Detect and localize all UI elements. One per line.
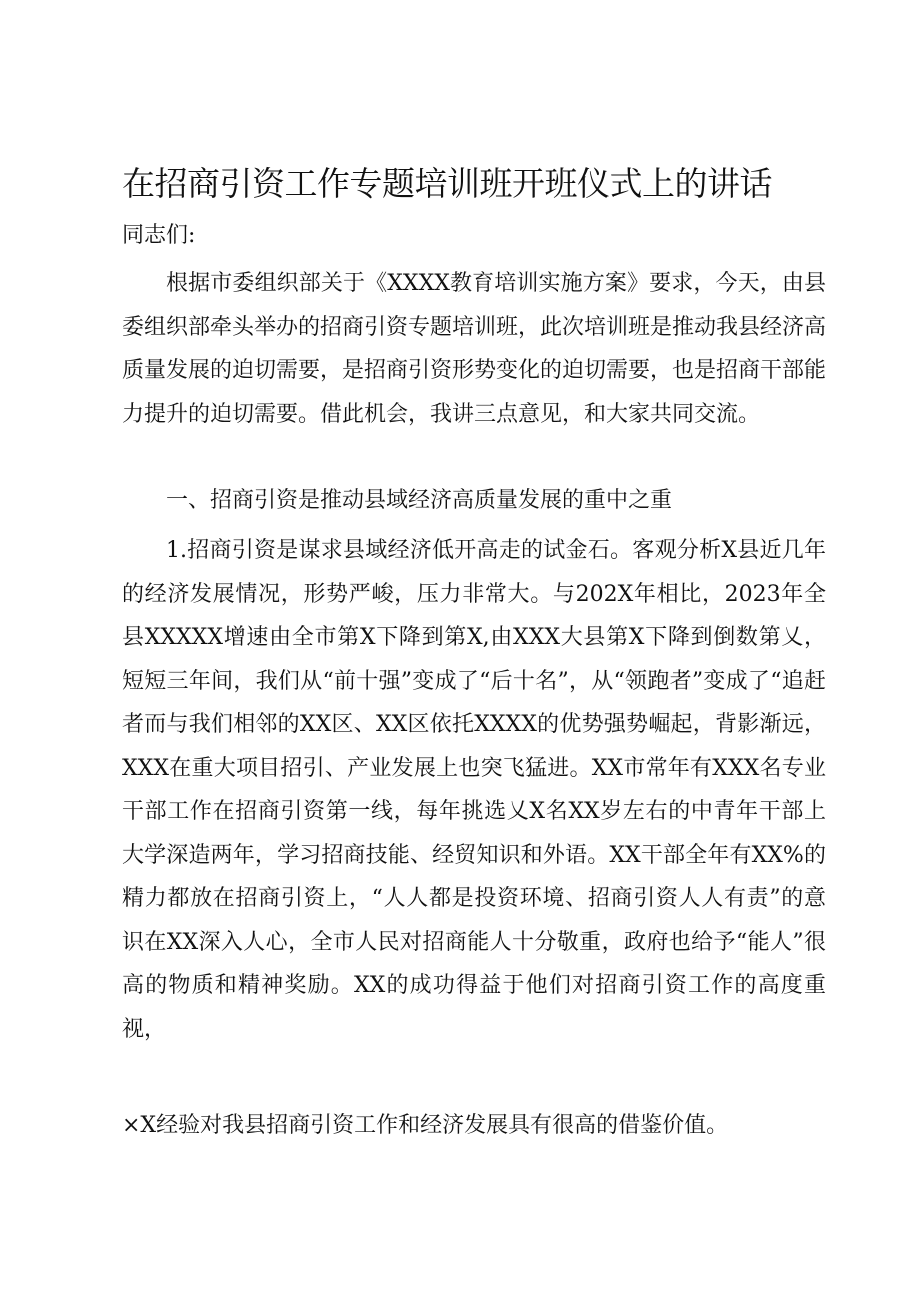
section-heading: 一、招商引资是推动县域经济高质量发展的重中之重 xyxy=(166,488,673,513)
document-title: 在招商引资工作专题培训班开班仪式上的讲话 xyxy=(122,164,772,203)
paragraph-section-1: 1.招商引资是谋求县域经济低开高走的试金石。客观分析X县近几年的经济发展情况，形势严峻，压力非常大。与202X年相比，2023年全县XXXXX增速由全市第X下降到第X,由XXX大县第X下降到倒数第乂，短短三年间，我们从“前十强”变成了“后十名”，从“领跑者”变成了“追赶者而与我们相邻的XX区、XX区依托XXXX的优势强势崛起，背影渐远，XXX在重大项目招引、产业发展上也突飞猛进。XX市常年有XXX名专业干部工作在招商引资第一线，每年挑选乂X名XX岁左右的中青年干部上大学深造两年，学习招商技能、经贸知识和外语。XX干部全年有XX%的精力都放在招商引资上，“人人都是投资环境、招商引资人人有责”的意识在XX深入人心，全市人民对招商能人十分敬重，政府也给予“能人”很高的物质和精神奖励。XX的成功得益于他们对招商引资工作的高度重视， xyxy=(122,538,826,1042)
closing-line: ×X经验对我县招商引资工作和经济发展具有很高的借鉴价值。 xyxy=(122,1113,729,1138)
salutation: 同志们: xyxy=(122,223,196,248)
paragraph-intro: 根据市委组织部关于《XXXX教育培训实施方案》要求，今天，由县委组织部牵头举办的招商引资专题培训班，此次培训班是推动我县经济高质量发展的迫切需要，是招商引资形势变化的迫切需要，也是招商干部能力提升的迫切需要。借此机会，我讲三点意见，和大家共同交流。 xyxy=(122,271,827,427)
